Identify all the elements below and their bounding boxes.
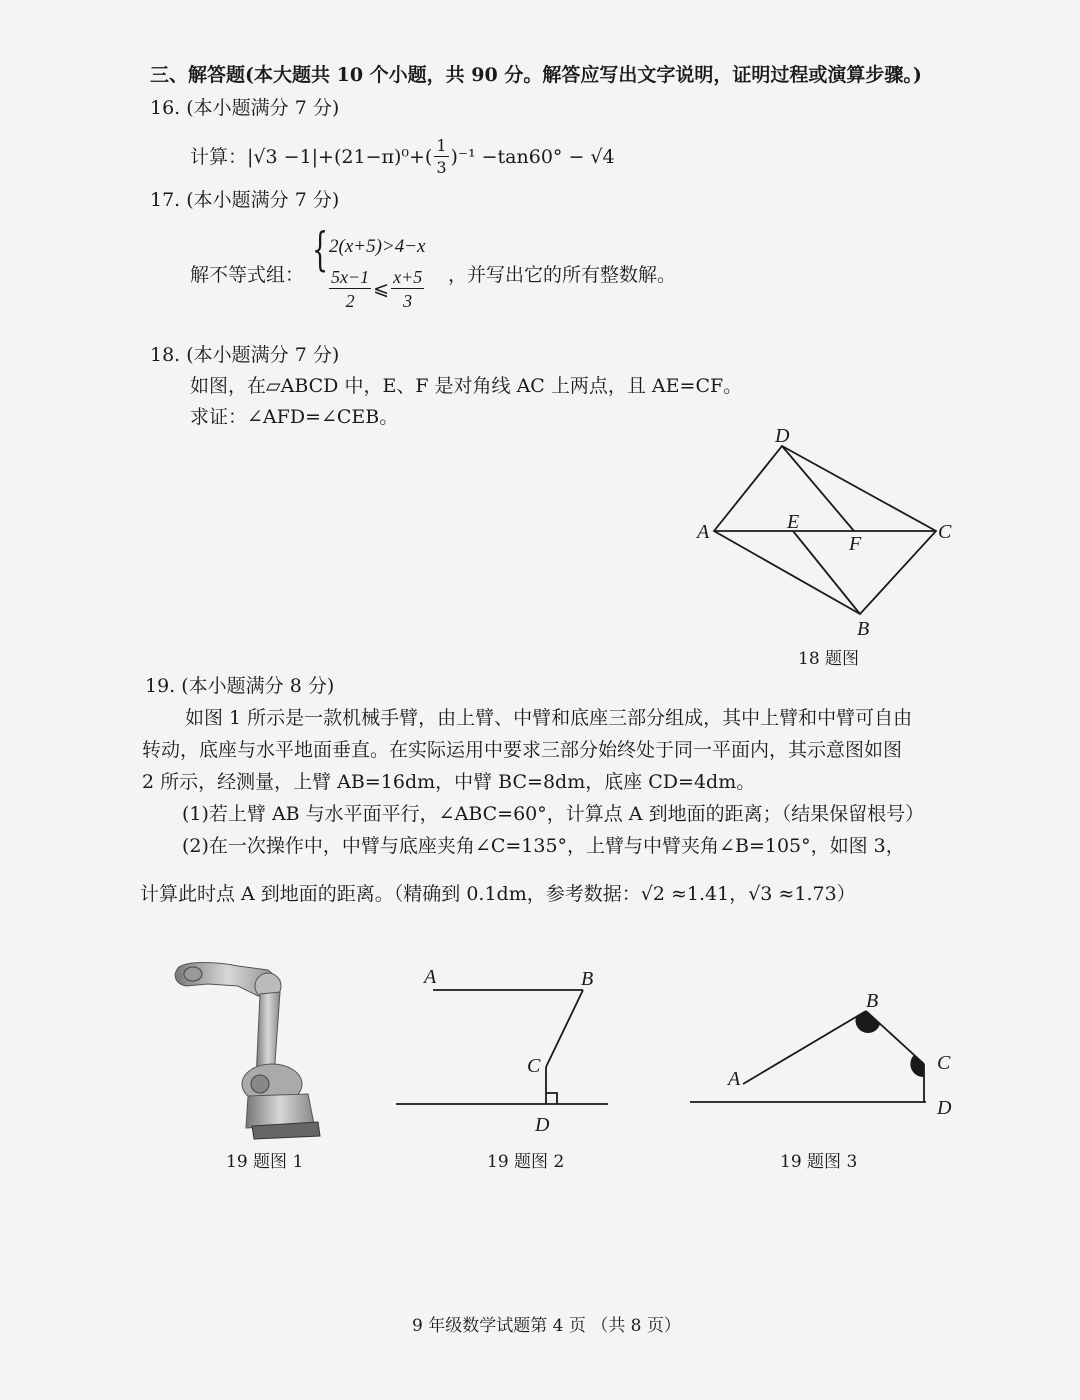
fig18-label-b: B [857,618,870,640]
q17-prefix: 解不等式组： [190,264,305,286]
fig18-caption: 18 题图 [798,649,860,669]
q16-expr-part1: |√3 −1|+(21−π)⁰+( [247,145,433,168]
robot-arm-image [168,956,328,1141]
q18-header: 18. (本小题满分 7 分) [150,344,340,366]
q19-para1: 如图 1 所示是一款机械手臂，由上臂、中臂和底座三部分组成，其中上臂和中臂可自由 [185,707,913,729]
page-footer: 9 年级数学试题第 4 页 （共 8 页） [412,1316,681,1336]
fig19-3-angle-c-mark [910,1055,924,1077]
q19-part3: 计算此时点 A 到地面的距离。（精确到 0.1dm，参考数据：√2 ≈1.41，√3 ≈1.73） [140,883,856,905]
fig19-2-caption: 19 题图 2 [487,1152,565,1172]
fig18-label-c: C [938,521,952,543]
q17-inequality-1: 2(x+5)>4−x [329,236,426,257]
q17-ineq2-right-den: 3 [403,291,413,311]
section-heading: 三、解答题(本大题共 10 个小题，共 90 分。解答应写出文字说明，证明过程或演算步骤。) [150,64,922,86]
fig18-parallelogram [714,446,936,614]
q16-header: 16. (本小题满分 7 分) [150,97,340,119]
fig19-3-label-d: D [937,1097,952,1119]
fig19-2-arm-bc [546,990,583,1067]
q19-part2: (2)在一次操作中，中臂与底座夹角∠C=135°，上臂与中臂夹角∠B=105°，如图 3， [182,835,905,857]
q16-prefix: 计算： [190,145,248,168]
q17-ineq2-left-num: 5x−1 [331,267,370,287]
q19-part1: (1)若上臂 AB 与水平面平行，∠ABC=60°，计算点 A 到地面的距离；（结果保留根号） [182,803,925,825]
fig19-2-right-angle-mark [546,1093,557,1104]
q19-para3: 2 所示，经测量，上臂 AB=16dm，中臂 BC=8dm，底座 CD=4dm。 [142,771,756,793]
q17-ineq2-op: ⩽ [373,277,390,300]
q17-ineq2-right-num: x+5 [393,267,423,287]
q19-header: 19. (本小题满分 8 分) [145,675,335,697]
fig19-3-label-a: A [728,1068,741,1090]
fig19-3-label-b: B [866,990,879,1012]
fig19-3-arm-ab [743,1011,866,1084]
q16-frac-num: 1 [436,136,447,155]
q17-suffix: ，并写出它的所有整数解。 [448,264,677,286]
fig19-3-diagram [690,1011,926,1102]
fig18-label-d: D [775,425,790,447]
q17-ineq2-left-den: 2 [345,291,355,311]
fig19-3-label-c: C [937,1052,951,1074]
fig18-label-e: E [787,511,800,533]
fig19-2-label-a: A [424,966,437,988]
q19-para2: 转动，底座与水平地面垂直。在实际运用中要求三部分始终处于同一平面内，其示意图如图 [142,739,903,761]
q17-brace: { [312,222,329,276]
fig18-diagram [714,446,936,614]
fig18-label-f: F [849,533,862,555]
fig19-2-label-c: C [527,1055,541,1077]
q16-expr-part2: )⁻¹ −tan60° − √4 [450,145,615,168]
q17-header: 17. (本小题满分 7 分) [150,189,340,211]
q18-line1: 如图，在▱ABCD 中，E、F 是对角线 AC 上两点，且 AE=CF。 [190,375,743,397]
fig19-3-arm-bc [866,1011,924,1064]
fig19-1-caption: 19 题图 1 [226,1152,304,1172]
fig19-3-caption: 19 题图 3 [780,1152,858,1172]
fig19-2-label-d: D [535,1114,550,1136]
fig19-2-label-b: B [581,968,594,990]
fig19-2-diagram [396,990,608,1104]
fig18-label-a: A [697,521,710,543]
q18-line2: 求证：∠AFD=∠CEB。 [190,406,399,428]
q16-frac-den: 3 [436,158,447,177]
